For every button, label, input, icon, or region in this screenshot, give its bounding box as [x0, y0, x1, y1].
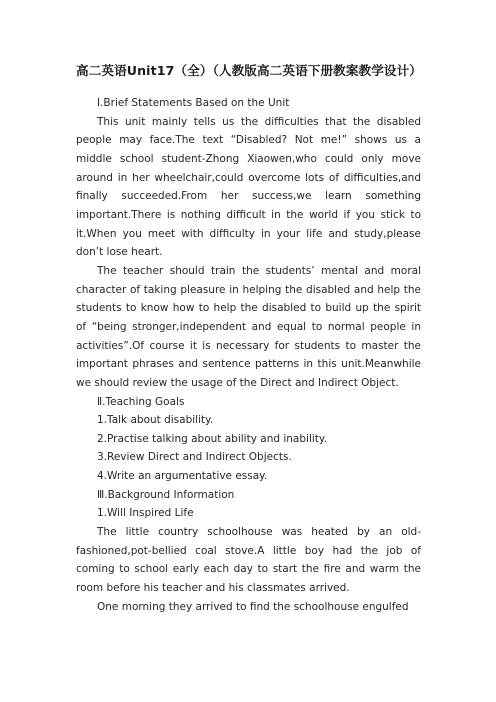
document-title: 高二英语Unit17（全）（人教版高二英语下册教案教学设计）	[76, 63, 423, 78]
teaching-goal-item: 3.Review Direct and Indirect Objects.	[97, 451, 292, 464]
paragraph-teacher-guidance: The teacher should train the students’ mental and moral character of taking pleasure in helping the disabled and help the students to know how to help the disabled to build up the spirit of “being stronger,independent and equal to normal people in activities”.Of course it is necessary for students to master the important phrases and sentence patterns in this unit.Meanwhile we should review the usage of the Direct and Indirect Object.	[76, 264, 421, 389]
paragraph-story-continued: One morning they arrived to find the schoolhouse engulfed	[97, 600, 409, 613]
section-heading-brief-statements: Ⅰ.Brief Statements Based on the Unit	[97, 97, 290, 109]
document-body	[76, 94, 421, 616]
teaching-goal-item: 2.Practise talking about ability and inability.	[97, 432, 327, 445]
paragraph-unit-summary: This unit mainly tells us the difficulties that the disabled people may face.The text “Disabled? Not me!” shows us a middle school student-Zhong Xiaowen,who could only move around in her wheelchair,could overcome lots of difficulties,and finally succeeded.From her success,we learn something important.There is nothing difficult in the world if you stick to it.When you meet with difficulty in your life and study,please don’t lose heart.	[76, 115, 421, 259]
subheading-will-inspired-life: 1.Will Inspired Life	[97, 507, 194, 520]
section-heading-background-information: Ⅲ.Background Information	[97, 488, 235, 501]
teaching-goal-item: 1.Talk about disability.	[97, 414, 214, 427]
teaching-goal-item: 4.Write an argumentative essay.	[97, 470, 268, 483]
paragraph-story-schoolhouse: The little country schoolhouse was heated by an old-fashioned,pot-bellied coal stove.A little boy had the job of coming to school early each day to start the fire and warm the room before his teacher and his classmates arrived.	[76, 526, 421, 595]
section-heading-teaching-goals: Ⅱ.Teaching Goals	[97, 395, 185, 408]
